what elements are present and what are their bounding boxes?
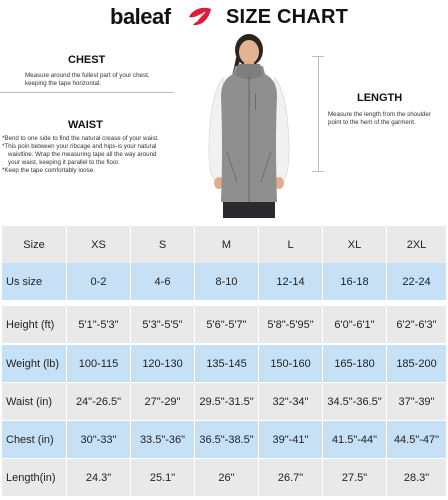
row-label: Height (ft) <box>2 306 66 343</box>
length-top-cap <box>312 56 324 57</box>
table-row <box>2 345 446 382</box>
row-label: Chest (in) <box>2 421 66 458</box>
length-line-2: point to the hem of the garment. <box>328 119 416 126</box>
model-vest-illustration <box>193 32 305 218</box>
waist-line-2: *This poin between your ribcage and hips-is your natural <box>2 143 157 150</box>
table-row <box>2 459 446 496</box>
length-bottom-cap <box>312 171 324 172</box>
waist-description <box>2 135 202 175</box>
table-cell: 24.3" <box>67 459 130 496</box>
brand-name: baleaf <box>110 4 171 29</box>
length-title: LENGTH <box>357 92 403 104</box>
table-cell: 26" <box>195 459 258 496</box>
table-header-size: Size <box>2 226 66 263</box>
table-row <box>2 306 446 343</box>
table-cell: 29.5"-31.5" <box>195 383 258 420</box>
table-cell: 100-115 <box>67 345 130 382</box>
length-description <box>328 111 448 127</box>
chart-title: SIZE CHART <box>226 6 348 28</box>
row-label: Weight (lb) <box>2 345 66 382</box>
row-label: Us size <box>2 263 66 300</box>
table-header-cell: M <box>195 226 258 263</box>
table-cell: 32"-34" <box>259 383 322 420</box>
table-cell: 5'3"-5'5" <box>131 306 194 343</box>
table-cell: 6'2"-6'3" <box>387 306 446 343</box>
row-label: Waist (in) <box>2 383 66 420</box>
table-cell: 39"-41" <box>259 421 322 458</box>
table-cell: 135-145 <box>195 345 258 382</box>
table-cell: 24"-26.5" <box>67 383 130 420</box>
table-cell: 0-2 <box>67 263 130 300</box>
chest-title: CHEST <box>68 54 106 66</box>
waist-line-5: *Keep the tape comfortably loose. <box>2 167 95 174</box>
length-measure-line <box>318 56 319 172</box>
table-cell: 5'1"-5'3" <box>67 306 130 343</box>
table-header-cell: 2XL <box>387 226 446 263</box>
table-cell: 185-200 <box>387 345 446 382</box>
table-cell: 4-6 <box>131 263 194 300</box>
table-cell: 16-18 <box>323 263 386 300</box>
table-header-cell: XL <box>323 226 386 263</box>
waist-title: WAIST <box>68 119 103 131</box>
table-header-cell: XS <box>67 226 130 263</box>
table-cell: 25.1" <box>131 459 194 496</box>
table-cell: 33.5"-36" <box>131 421 194 458</box>
table-header-cell: S <box>131 226 194 263</box>
row-label: Length(in) <box>2 459 66 496</box>
table-cell: 28.3" <box>387 459 446 496</box>
table-cell: 120-130 <box>131 345 194 382</box>
chest-description <box>25 72 185 88</box>
table-cell: 165-180 <box>323 345 386 382</box>
table-cell: 5'8"-5'95" <box>259 306 322 343</box>
waist-line-1: *Bend to one side to find the natural crease of your waist. <box>2 135 159 142</box>
table-cell: 12-14 <box>259 263 322 300</box>
table-cell: 5'6"-5'7" <box>195 306 258 343</box>
chest-divider <box>0 92 174 93</box>
table-cell: 44.5"-47" <box>387 421 446 458</box>
table-cell: 27.5" <box>323 459 386 496</box>
table-cell: 34.5"-36.5" <box>323 383 386 420</box>
table-cell: 27"-29" <box>131 383 194 420</box>
table-cell: 150-160 <box>259 345 322 382</box>
table-cell: 30"-33" <box>67 421 130 458</box>
chest-line-2: keeping the tape horizontal. <box>25 80 102 87</box>
waist-line-4: your waist, keeping it parallel to the floor. <box>8 159 120 166</box>
waist-line-3: waistline. Wrap the measuring tape all the way around <box>8 151 157 158</box>
table-cell: 37"-39" <box>387 383 446 420</box>
chest-line-1: Measure around the fullest part of your chest, <box>25 72 150 79</box>
table-header-row <box>2 226 446 263</box>
table-cell: 8-10 <box>195 263 258 300</box>
table-row <box>2 383 446 420</box>
table-row <box>2 263 446 300</box>
table-cell: 6'0"-6'1" <box>323 306 386 343</box>
table-cell: 22-24 <box>387 263 446 300</box>
table-cell: 26.7" <box>259 459 322 496</box>
table-cell: 36.5"-38.5" <box>195 421 258 458</box>
table-cell: 41.5"-44" <box>323 421 386 458</box>
table-row <box>2 421 446 458</box>
length-line-1: Measure the length from the shoulder <box>328 111 431 118</box>
table-header-cell: L <box>259 226 322 263</box>
leaf-logo-icon <box>187 6 213 28</box>
